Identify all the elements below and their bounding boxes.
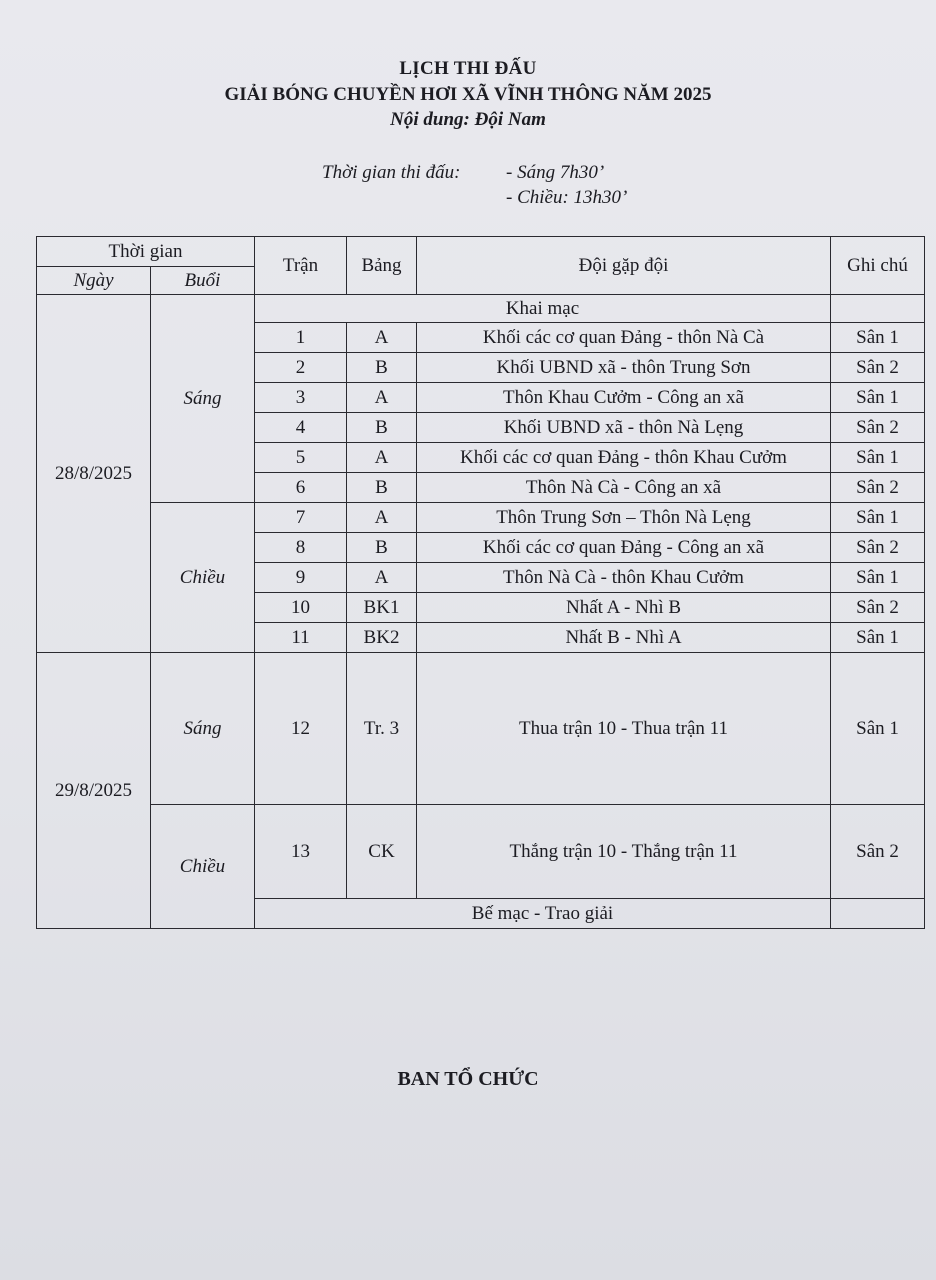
- opening-row: [37, 295, 925, 323]
- match-group: B: [347, 413, 417, 443]
- note-cell-empty: [831, 899, 925, 929]
- header-row: [37, 237, 925, 267]
- match-group: BK1: [347, 593, 417, 623]
- match-number: 4: [255, 413, 347, 443]
- closing-label: Bế mạc - Trao giải: [255, 899, 831, 929]
- signature: BAN TỔ CHỨC: [397, 1068, 539, 1090]
- match-note: Sân 2: [831, 413, 925, 443]
- match-number: 2: [255, 353, 347, 383]
- header-session: Buổi: [151, 267, 255, 295]
- table-row: [37, 805, 925, 899]
- match-number: 9: [255, 563, 347, 593]
- schedule-table: [36, 236, 925, 929]
- match-teams: Thôn Nà Cà - thôn Khau Cưởm: [417, 563, 831, 593]
- table-row: [37, 503, 925, 533]
- match-note: Sân 2: [831, 533, 925, 563]
- match-teams: Thôn Khau Cưởm - Công an xã: [417, 383, 831, 413]
- match-teams: Nhất A - Nhì B: [417, 593, 831, 623]
- match-note: Sân 1: [831, 653, 925, 805]
- match-note: Sân 1: [831, 383, 925, 413]
- match-group: Tr. 3: [347, 653, 417, 805]
- match-number: 11: [255, 623, 347, 653]
- match-group: CK: [347, 805, 417, 899]
- opening-label: Khai mạc: [255, 295, 831, 323]
- time-info: [322, 160, 627, 210]
- match-teams: Thôn Nà Cà - Công an xã: [417, 473, 831, 503]
- match-number: 10: [255, 593, 347, 623]
- match-group: B: [347, 473, 417, 503]
- match-number: 7: [255, 503, 347, 533]
- match-teams: Thôn Trung Sơn – Thôn Nà Lẹng: [417, 503, 831, 533]
- content-line: Nội dung: Đội Nam: [390, 109, 546, 130]
- match-group: B: [347, 353, 417, 383]
- time-label: Thời gian thi đấu:: [322, 162, 461, 183]
- day-cell: 28/8/2025: [37, 295, 151, 653]
- header-day: Ngày: [37, 267, 151, 295]
- match-note: Sân 2: [831, 353, 925, 383]
- match-note: Sân 1: [831, 623, 925, 653]
- header-note: Ghi chú: [831, 237, 925, 295]
- match-group: A: [347, 563, 417, 593]
- match-number: 12: [255, 653, 347, 805]
- match-number: 13: [255, 805, 347, 899]
- match-note: Sân 1: [831, 563, 925, 593]
- header-group: Bảng: [347, 237, 417, 295]
- match-teams: Thắng trận 10 - Thắng trận 11: [417, 805, 831, 899]
- match-note: Sân 2: [831, 473, 925, 503]
- match-note: Sân 1: [831, 323, 925, 353]
- header-match: Trận: [255, 237, 347, 295]
- match-teams: Nhất B - Nhì A: [417, 623, 831, 653]
- match-teams: Khối UBND xã - thôn Trung Sơn: [417, 353, 831, 383]
- session-cell: Sáng: [151, 653, 255, 805]
- match-note: Sân 2: [831, 805, 925, 899]
- match-note: Sân 2: [831, 593, 925, 623]
- match-teams: Khối UBND xã - thôn Nà Lẹng: [417, 413, 831, 443]
- match-number: 1: [255, 323, 347, 353]
- match-number: 3: [255, 383, 347, 413]
- session-cell: Sáng: [151, 295, 255, 503]
- match-note: Sân 1: [831, 503, 925, 533]
- match-teams: Khối các cơ quan Đảng - thôn Khau Cưởm: [417, 443, 831, 473]
- document-title: LỊCH THI ĐẤU: [399, 58, 537, 79]
- day-cell: 29/8/2025: [37, 653, 151, 929]
- time-afternoon: - Chiều: 13h30’: [506, 187, 628, 208]
- match-note: Sân 1: [831, 443, 925, 473]
- match-group: A: [347, 443, 417, 473]
- match-number: 8: [255, 533, 347, 563]
- match-group: A: [347, 503, 417, 533]
- match-teams: Thua trận 10 - Thua trận 11: [417, 653, 831, 805]
- match-number: 5: [255, 443, 347, 473]
- match-number: 6: [255, 473, 347, 503]
- table-row: [37, 653, 925, 805]
- document-subtitle: GIẢI BÓNG CHUYỀN HƠI XÃ VĨNH THÔNG NĂM 2025: [224, 84, 712, 105]
- note-cell-empty: [831, 295, 925, 323]
- time-morning: - Sáng 7h30’: [506, 162, 605, 183]
- header-teams: Đội gặp đội: [417, 237, 831, 295]
- match-group: BK2: [347, 623, 417, 653]
- session-cell: Chiều: [151, 503, 255, 653]
- match-group: A: [347, 323, 417, 353]
- match-group: A: [347, 383, 417, 413]
- match-group: B: [347, 533, 417, 563]
- header-time: Thời gian: [37, 237, 255, 267]
- match-teams: Khối các cơ quan Đảng - thôn Nà Cà: [417, 323, 831, 353]
- session-cell: Chiều: [151, 805, 255, 929]
- match-teams: Khối các cơ quan Đảng - Công an xã: [417, 533, 831, 563]
